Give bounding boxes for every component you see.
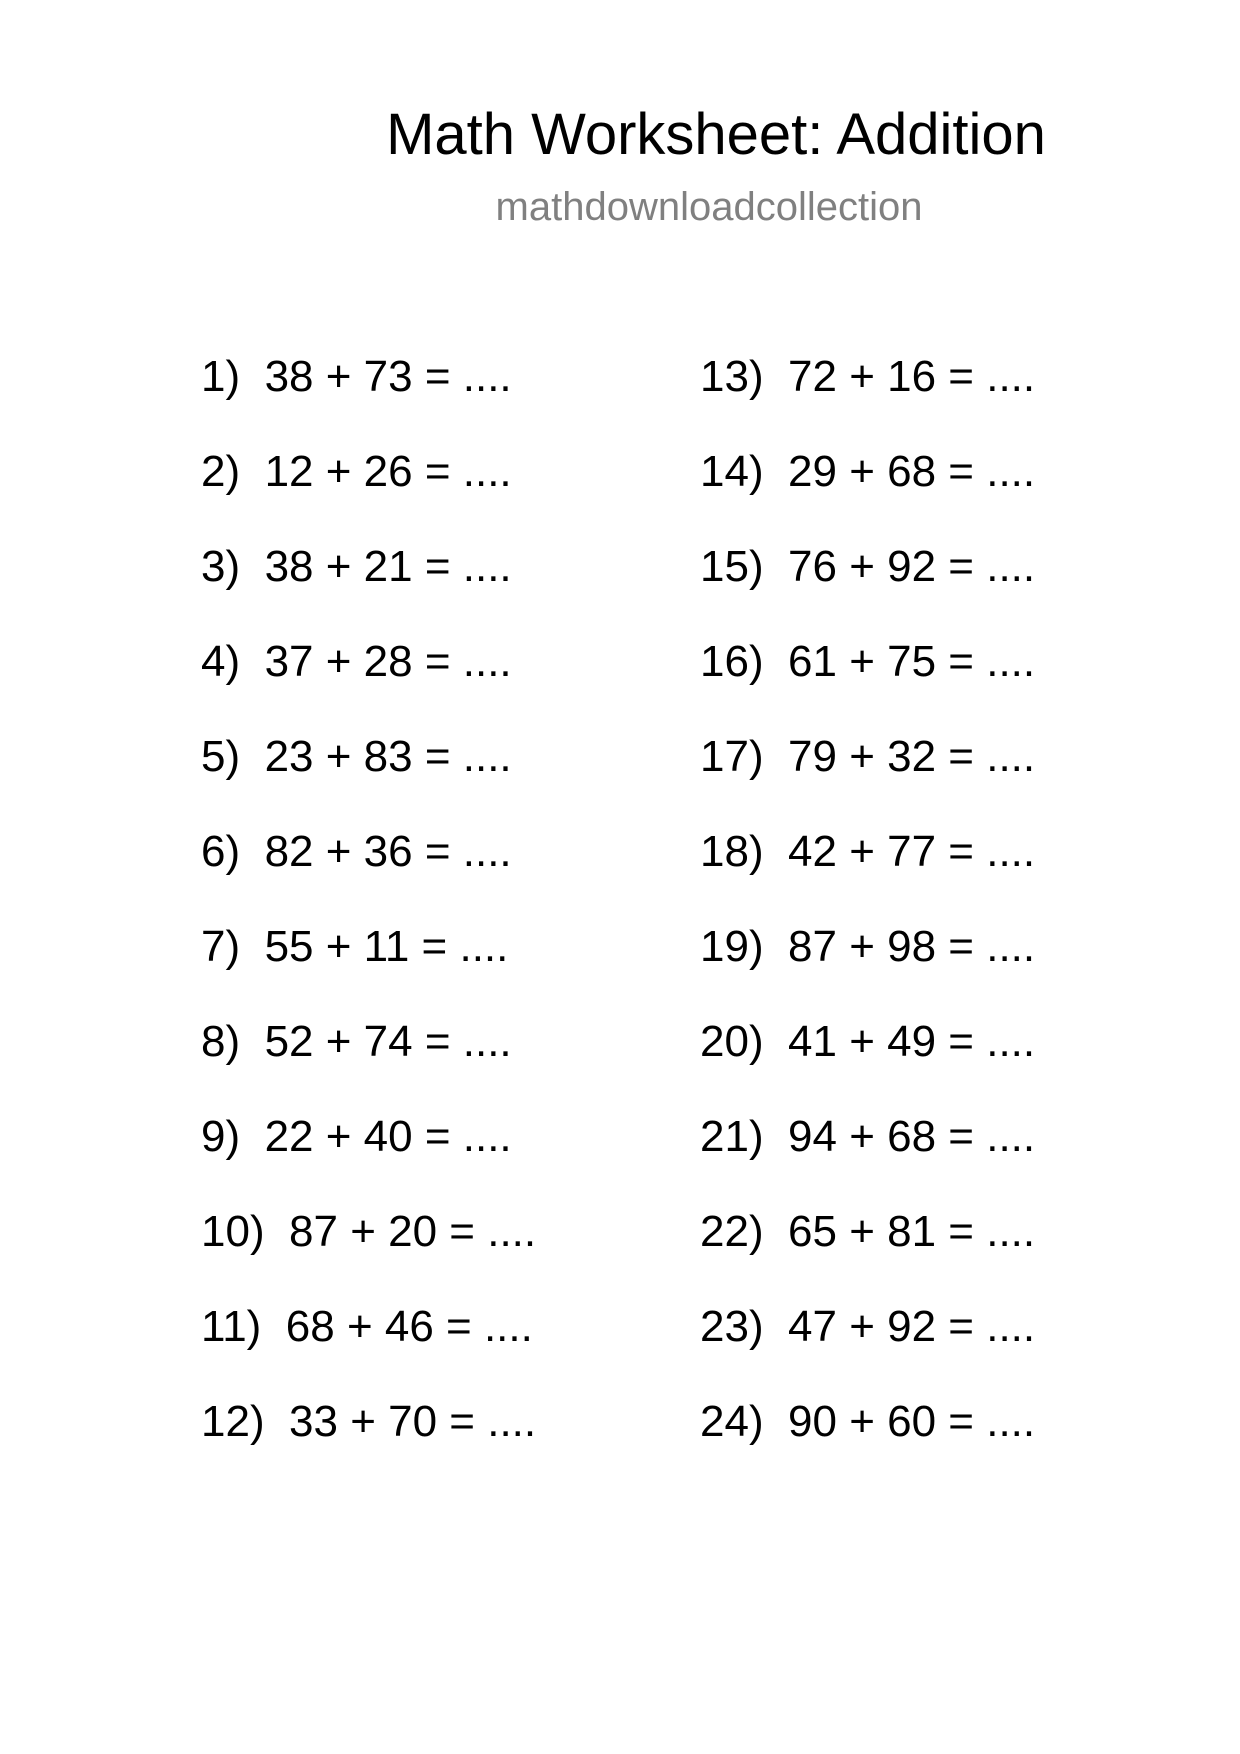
problem: 23) 47 + 92 = .... <box>700 1302 1036 1351</box>
problem: 18) 42 + 77 = .... <box>700 827 1036 876</box>
problem: 2) 12 + 26 = .... <box>201 447 512 496</box>
problem: 12) 33 + 70 = .... <box>201 1397 537 1446</box>
problem: 21) 94 + 68 = .... <box>700 1112 1036 1161</box>
problem: 20) 41 + 49 = .... <box>700 1017 1036 1066</box>
problem: 6) 82 + 36 = .... <box>201 827 512 876</box>
problem: 13) 72 + 16 = .... <box>700 352 1036 401</box>
problem: 11) 68 + 46 = .... <box>201 1302 533 1351</box>
problems-column-left <box>201 350 536 1490</box>
worksheet-subtitle: mathdownloadcollection <box>495 185 923 229</box>
problem: 24) 90 + 60 = .... <box>700 1397 1036 1446</box>
problem: 15) 76 + 92 = .... <box>700 542 1036 591</box>
problem: 10) 87 + 20 = .... <box>201 1207 537 1256</box>
problem: 17) 79 + 32 = .... <box>700 732 1036 781</box>
problem: 5) 23 + 83 = .... <box>201 732 512 781</box>
problem: 19) 87 + 98 = .... <box>700 922 1036 971</box>
worksheet-title: Math Worksheet: Addition <box>386 102 1046 167</box>
problem: 4) 37 + 28 = .... <box>201 637 512 686</box>
problem: 9) 22 + 40 = .... <box>201 1112 512 1161</box>
problem: 16) 61 + 75 = .... <box>700 637 1036 686</box>
problem: 14) 29 + 68 = .... <box>700 447 1036 496</box>
problem: 8) 52 + 74 = .... <box>201 1017 512 1066</box>
problem: 22) 65 + 81 = .... <box>700 1207 1036 1256</box>
problems-column-right <box>700 350 1035 1490</box>
problem: 3) 38 + 21 = .... <box>201 542 512 591</box>
problem: 1) 38 + 73 = .... <box>201 352 512 401</box>
problem: 7) 55 + 11 = .... <box>201 922 509 971</box>
